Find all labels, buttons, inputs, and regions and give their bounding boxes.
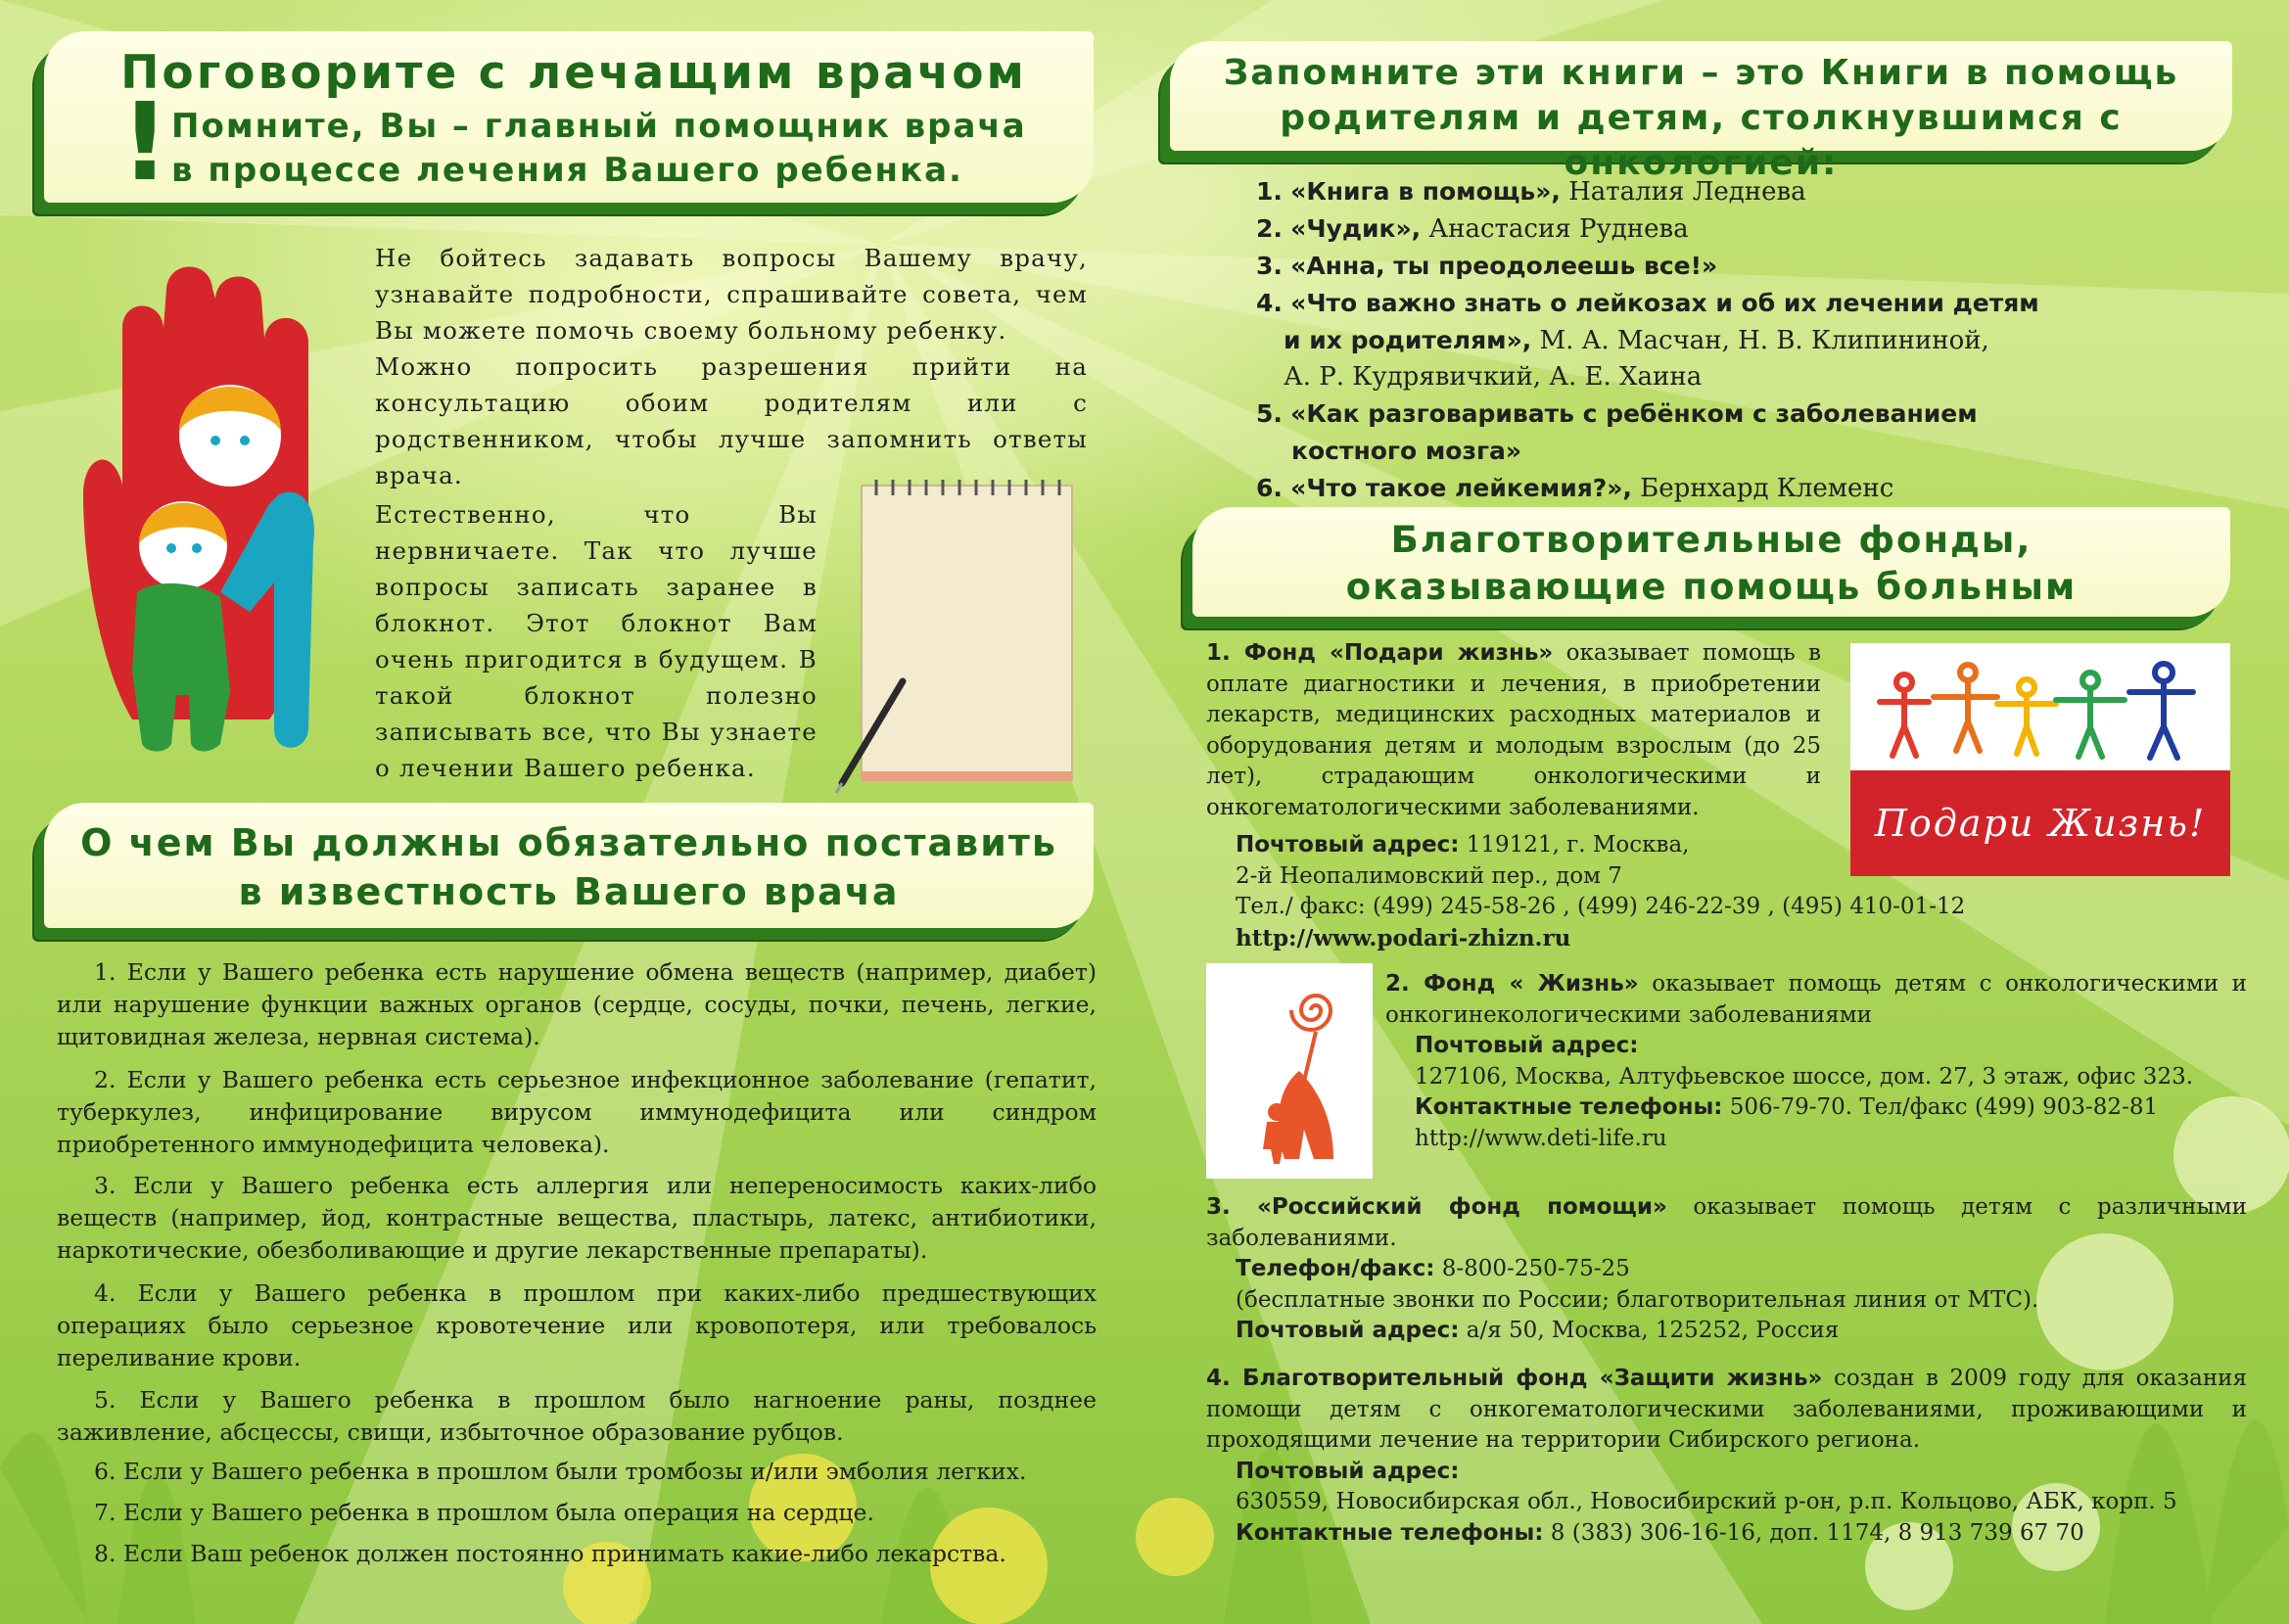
list-item: 3. Если у Вашего ребенка есть аллергия или непереносимость каких-либо веществ (например, йод, контрастные вещества, пластырь, латекс, антибиотики, наркотические, обезболивающие и другие лекарственные препараты). bbox=[57, 1172, 1097, 1264]
fund-russian bbox=[1206, 1192, 2247, 1347]
subtitle-line-2: в процессе лечения Вашего ребенка. bbox=[171, 151, 963, 190]
inform-title-line-1: О чем Вы должны обязательно поставить bbox=[80, 821, 1057, 864]
fund-3-addr-label: Почтовый адрес: bbox=[1236, 1318, 1460, 1343]
fund-1-url[interactable]: http://www.podari-zhizn.ru bbox=[1236, 924, 1571, 951]
fond-zhizn-logo bbox=[1206, 963, 1373, 1179]
fund-2-addr-label: Почтовый адрес: bbox=[1415, 1033, 1639, 1058]
fund-3-desc: оказывает помощь детям с различными заболеваниями. bbox=[1206, 1194, 2247, 1251]
intro-paragraph-2: Можно попросить разрешения прийти на консультацию обоим родителям или с родственником, чтобы лучше запомнить ответы врача. bbox=[375, 352, 1088, 489]
intro-text bbox=[375, 240, 1088, 493]
fund-3-phone-label: Телефон/факс: bbox=[1236, 1256, 1435, 1281]
funds-title-line-1: Благотворительные фонды, bbox=[1390, 519, 2032, 561]
fund-1-addr-line2: 2-й Неопалимовский пер., дом 7 bbox=[1236, 862, 1622, 889]
books-title-line-2: родителям и детям, столкнувшимся с онкологией: bbox=[1280, 98, 2123, 183]
books-title-line-1: Запомните эти книги – это Книги в помощь bbox=[1223, 53, 2179, 93]
list-item: 4. Если у Вашего ребенка в прошлом при каких-либо предшествующих операциях было серьезное кровотечение или кровопотеря, или требовалось переливание крови. bbox=[57, 1279, 1097, 1371]
fund-zashchiti-zhizn bbox=[1206, 1364, 2247, 1549]
fund-1-name: 1. Фонд «Подари жизнь» bbox=[1206, 640, 1554, 666]
exclamation-mark: ! bbox=[120, 79, 170, 205]
notepad-icon bbox=[832, 478, 1087, 801]
book-item: 1. «Книга в помощь», Наталия Леднева bbox=[1256, 177, 1806, 207]
list-item: 2. Если у Вашего ребенка есть серьезное инфекционное заболевание (гепатит, туберкулез, инфицирование вирусом иммунодефицита или синдром приобретенного иммунодефицита человека). bbox=[57, 1066, 1097, 1158]
fund-3-phone: 8-800-250-75-25 bbox=[1434, 1256, 1630, 1281]
books-banner bbox=[1170, 41, 2232, 183]
fund-zhizn bbox=[1385, 969, 2247, 1154]
list-item: 7. Если у Вашего ребенка в прошлом была операция на сердце. bbox=[94, 1499, 874, 1526]
list-item: 5. Если у Вашего ребенка в прошлом было нагноение раны, позднее заживление, абсцессы, свищи, избыточное образование рубцов. bbox=[57, 1386, 1097, 1446]
hand-with-children-icon bbox=[73, 259, 357, 754]
book-item: 3. «Анна, ты преодолеешь все!» bbox=[1256, 252, 1718, 280]
podari-zhizn-logo-text: Подари Жизнь! bbox=[1874, 802, 2207, 845]
fund-4-phone: 8 (383) 306-16-16, доп. 1174, 8 913 739 67 70 bbox=[1543, 1519, 2084, 1546]
fund-3-addr: а/я 50, Москва, 125252, Россия bbox=[1459, 1318, 1840, 1343]
book-item: и их родителям», М. А. Масчан, Н. В. Клипининой, bbox=[1284, 326, 1989, 355]
fund-3-name: 3. «Российский фонд помощи» bbox=[1206, 1194, 1667, 1220]
book-item: 6. «Что такое лейкемия?», Бернхард Клеменс bbox=[1256, 474, 1894, 503]
talk-to-doctor-title: Поговорите с лечащим врачом bbox=[120, 46, 1027, 100]
fund-1-desc: оказывает помощь в оплате диагностики и лечения, в приобретении лекарств, медицинских расходных материалов и оборудования детям и молодым взрослым (до 25 лет), страдающим онкологическими и онкогематологическими заболеваниями. bbox=[1206, 640, 1821, 820]
inform-title-line-2: в известность Вашего врача bbox=[238, 870, 900, 913]
book-item: 5. «Как разговаривать с ребёнком с заболеванием bbox=[1256, 399, 1978, 428]
fund-1-addr-label: Почтовый адрес: bbox=[1236, 832, 1460, 858]
inform-doctor-banner bbox=[44, 803, 1094, 928]
funds-title-line-2: оказывающие помощь больным bbox=[1345, 566, 2078, 608]
fund-2-name: 2. Фонд « Жизнь» bbox=[1385, 971, 1639, 997]
fund-3-note: (бесплатные звонки по России; благотворительная линия от МТС). bbox=[1236, 1286, 2039, 1313]
fund-4-addr-label: Почтовый адрес: bbox=[1236, 1458, 1460, 1484]
fund-2-desc: оказывает помощь детям с онкологическими и онкогинекологическими заболеваниями bbox=[1385, 971, 2248, 1028]
books-list bbox=[1256, 173, 2196, 507]
fund-4-addr: 630559, Новосибирская обл., Новосибирский р-он, р.п. Кольцово, АБК, корп. 5 bbox=[1236, 1489, 2177, 1514]
book-item: костного мозга» bbox=[1291, 437, 1522, 465]
subtitle-line-1: Помните, Вы – главный помощник врача bbox=[171, 107, 1027, 146]
fund-2-addr: 127106, Москва, Алтуфьевское шоссе, дом. 27, 3 этаж, офис 323. bbox=[1415, 1063, 2194, 1090]
fund-2-url[interactable]: http://www.deti-life.ru bbox=[1415, 1125, 1667, 1151]
fund-4-name: 4. Благотворительный фонд «Защити жизнь» bbox=[1206, 1366, 1823, 1391]
intro-paragraph-3: Естественно, что Вы нервничаете. Так что лучше вопросы записать заранее в блокнот. Этот блокнот Вам очень пригодится в будущем. В такой блокнот полезно записывать все, что Вы узнаете о лечении Вашего ребенка. bbox=[375, 500, 818, 782]
book-item: 2. «Чудик», Анастасия Руднева bbox=[1256, 214, 1689, 244]
fund-1-addr: 119121, г. Москва, bbox=[1459, 832, 1690, 858]
fund-1-contacts bbox=[1206, 830, 2087, 954]
notebook-text bbox=[375, 496, 818, 786]
fund-2-phone: 506-79-70. Тел/факс (499) 903-82-81 bbox=[1722, 1094, 2159, 1120]
fund-4-desc: создан в 2009 году для оказания помощи детям с онкогематологическими заболеваниями, проживающими и проходящими лечение на территории Сибирского региона. bbox=[1206, 1366, 2247, 1453]
fund-podari-zhizn bbox=[1206, 638, 1821, 823]
fund-4-phone-label: Контактные телефоны: bbox=[1236, 1519, 1544, 1546]
intro-paragraph-1: Не бойтесь задавать вопросы Вашему врачу, узнавайте подробности, спрашивайте совета, чем Вы можете помочь своему больному ребенку. bbox=[375, 244, 1088, 345]
list-item: 6. Если у Вашего ребенка в прошлом были тромбозы и/или эмболия легких. bbox=[94, 1458, 1027, 1485]
list-item: 1. Если у Вашего ребенка есть нарушение обмена веществ (например, диабет) или нарушение функции важных органов (сердце, сосуды, почки, печень, легкие, щитовидная железа, нервная система). bbox=[57, 958, 1097, 1050]
book-item: 4. «Что важно знать о лейкозах и об их лечении детям bbox=[1256, 289, 2039, 317]
book-item: А. Р. Кудрявичкий, А. Е. Хаина bbox=[1284, 362, 1703, 392]
funds-banner bbox=[1192, 507, 2230, 617]
fund-2-phone-label: Контактные телефоны: bbox=[1415, 1094, 1723, 1120]
fund-1-phone: Тел./ факс: (499) 245-58-26 , (499) 246-22-39 , (495) 410-01-12 bbox=[1236, 894, 1966, 919]
list-item: 8. Если Ваш ребенок должен постоянно принимать какие-либо лекарства. bbox=[94, 1540, 1006, 1567]
talk-to-doctor-banner bbox=[44, 31, 1094, 203]
